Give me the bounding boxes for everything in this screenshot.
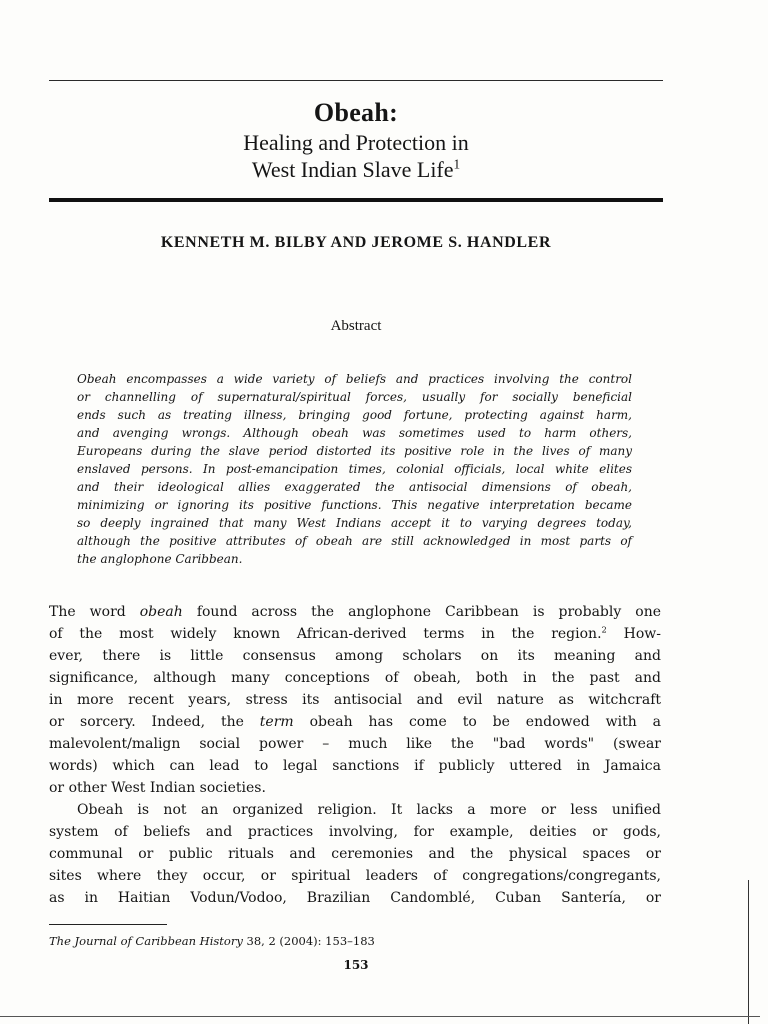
footnote-rule: [49, 924, 167, 925]
body-line: communal or public rituals and ceremonies and the physical spaces or: [49, 846, 661, 862]
abstract-line: and avenging wrongs. Although obeah was sometimes used to harm others,: [77, 426, 632, 440]
body-line: words) which can lead to legal sanctions if publicly uttered in Jamaica: [49, 758, 661, 774]
page-number: 153: [343, 958, 369, 972]
abstract-heading: Abstract: [330, 318, 382, 334]
scan-edge-bottom: [0, 1016, 760, 1017]
body-line: sites where they occur, or spiritual leaders of congregations/congregants,: [49, 868, 661, 884]
abstract-line: Obeah encompasses a wide variety of beliefs and practices involving the control: [77, 372, 632, 386]
body-line: malevolent/malign social power – much like the "bad words" (swear: [49, 736, 661, 752]
abstract-line: enslaved persons. In post-emancipation times, colonial officials, local white elites: [77, 462, 632, 476]
title-rule: [49, 198, 663, 202]
abstract-line: so deeply ingrained that many West Indians accept it to varying degrees today,: [77, 516, 632, 530]
body-line: in more recent years, stress its antisocial and evil nature as witchcraft: [49, 692, 661, 708]
abstract-line: Europeans during the slave period distorted its positive role in the lives of many: [77, 444, 632, 458]
body-line: of the most widely known African-derived terms in the region.$^2$ How-: [49, 624, 661, 642]
citation-details: 38, 2 (2004): 153–183: [242, 934, 375, 948]
abstract-line: ends such as treating illness, bringing good fortune, protecting against harm,: [77, 408, 632, 422]
body-line: Obeah is not an organized religion. It lacks a more or less unified: [77, 802, 661, 818]
emphasis: obeah: [139, 604, 183, 620]
abstract-line: and their ideological allies exaggerated the antisocial dimensions of obeah,: [77, 480, 632, 494]
top-rule: [49, 80, 663, 81]
article-subtitle-line1: Healing and Protection in: [243, 130, 469, 155]
subtitle-text: West Indian Slave Life: [251, 157, 454, 182]
abstract-line: although the positive attributes of obeah are still acknowledged in most parts of: [77, 534, 632, 548]
journal-name: The Journal of Caribbean History: [49, 934, 243, 948]
article-subtitle-line2: [49, 157, 663, 183]
abstract-line: or channelling of supernatural/spiritual forces, usually for socially beneficial: [77, 390, 632, 404]
body-line: or sorcery. Indeed, the term obeah has come to be endowed with a: [49, 714, 661, 730]
body-line: or other West Indian societies.: [49, 780, 266, 796]
body-line: system of beliefs and practices involving, for example, deities or gods,: [49, 824, 661, 840]
body-line: significance, although many conceptions of obeah, both in the past and: [49, 670, 661, 686]
article-title: Obeah:: [313, 98, 399, 127]
abstract-line: the anglophone Caribbean.: [77, 552, 243, 566]
authors: KENNETH M. BILBY AND JEROME S. HANDLER: [160, 234, 552, 251]
footnote-marker: 1: [453, 156, 461, 172]
body-line: ever, there is little consensus among scholars on its meaning and: [49, 648, 661, 664]
journal-citation: [49, 934, 375, 948]
footnote-marker: 2: [601, 624, 607, 635]
scan-edge-right: [748, 880, 749, 1024]
emphasis: term: [259, 714, 294, 730]
abstract-line: minimizing or ignoring its positive functions. This negative interpretation became: [77, 498, 632, 512]
body-line: The word obeah found across the anglophone Caribbean is probably one: [49, 604, 662, 620]
body-line: as in Haitian Vodun/Vodoo, Brazilian Candomblé, Cuban Santería, or: [49, 890, 661, 906]
